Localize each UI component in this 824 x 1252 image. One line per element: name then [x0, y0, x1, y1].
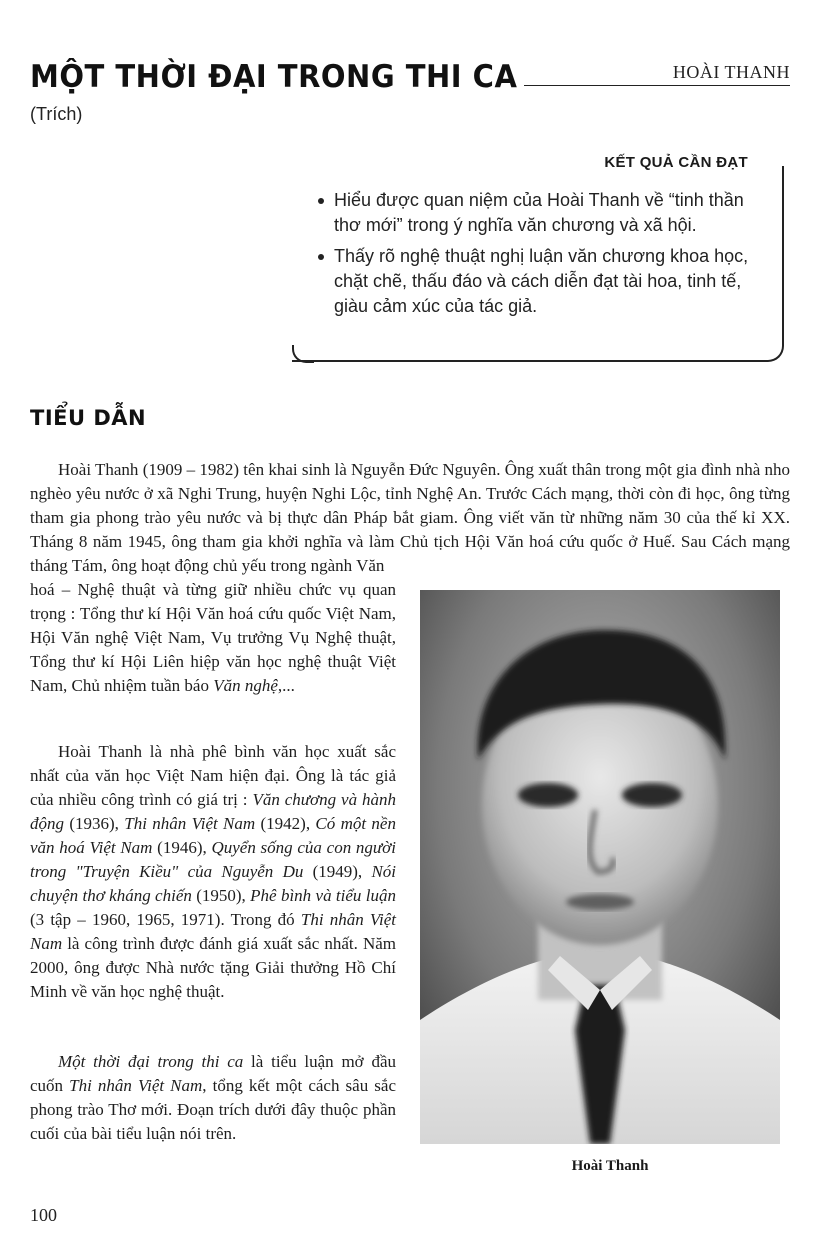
- title-rule: [524, 85, 790, 86]
- paragraph-essay-intro: [30, 1050, 396, 1146]
- photo-caption: Hoài Thanh: [571, 1158, 649, 1174]
- work-title: Quyển sống của con người trong "Truyện Kiều" của Nguyễn Du: [30, 838, 396, 881]
- text: (1946),: [152, 838, 212, 857]
- text: (3 tập – 1960, 1965, 1971). Trong đó: [30, 910, 301, 929]
- text: ,...: [277, 676, 295, 695]
- learning-goal-item: Thấy rõ nghệ thuật nghị luận văn chương khoa học, chặt chẽ, thấu đáo và cách diễn đạt tài hoa, tinh tế, giàu cảm xúc của tác giả.: [316, 244, 756, 319]
- work-title: Văn nghệ: [213, 676, 278, 695]
- work-title: Một thời đại trong thi ca: [58, 1052, 244, 1071]
- section-heading: TIỂU DẪN: [30, 406, 147, 430]
- work-title: Thi nhân Việt Nam: [69, 1076, 203, 1095]
- learning-goals-heading: KẾT QUẢ CẦN ĐẠT: [598, 154, 754, 171]
- text: (1936),: [64, 814, 125, 833]
- work-title: Thi nhân Việt Nam: [30, 910, 396, 953]
- text: hoá – Nghệ thuật và từng giữ nhiều chức vụ quan trọng : Tổng thư kí Hội Văn hoá cứu quốc Việt Nam, Hội Văn nghệ Việt Nam, Vụ trưởng Vụ Nghệ thuật, Tổng thư kí Hội Liên hiệp văn học nghệ thuật Việt Nam, Chủ nhiệm tuần báo: [30, 580, 396, 695]
- learning-goals-list: [316, 188, 756, 325]
- text: , tổng kết một cách sâu sắc phong trào Thơ mới. Đoạn trích dưới đây thuộc phần cuối của bài tiểu luận nói trên.: [30, 1076, 396, 1143]
- text: Hoài Thanh là nhà phê bình văn học xuất sắc nhất của văn học Việt Nam hiện đại. Ông là tác giả của nhiều công trình có giá trị :: [30, 742, 396, 809]
- paragraph-works: [30, 740, 396, 1004]
- portrait-photo: [420, 590, 780, 1144]
- work-title: Văn chương và hành động: [30, 790, 396, 833]
- work-title: Thi nhân Việt Nam: [124, 814, 256, 833]
- text: (1950),: [191, 886, 251, 905]
- page-number: 100: [30, 1205, 57, 1225]
- learning-goal-item: Hiểu được quan niệm của Hoài Thanh về “tinh thần thơ mới” trong ý nghĩa văn chương và xã hội.: [316, 188, 756, 238]
- text: là tiểu luận mở đầu cuốn: [30, 1052, 396, 1095]
- work-title: Nói chuyện thơ kháng chiến: [30, 862, 396, 905]
- work-title: Có một nền văn hoá Việt Nam: [30, 814, 396, 857]
- subtitle: (Trích): [30, 104, 83, 124]
- paragraph-positions: [30, 578, 396, 698]
- text: (1942),: [255, 814, 316, 833]
- text: là công trình được đánh giá xuất sắc nhất. Năm 2000, ông được Nhà nước tặng Giải thưởng Hồ Chí Minh về văn học nghệ thuật.: [30, 934, 396, 1001]
- author-name: HOÀI THANH: [672, 62, 790, 82]
- paragraph-biography: Hoài Thanh (1909 – 1982) tên khai sinh là Nguyễn Đức Nguyên. Ông xuất thân trong một gia đình nhà nho nghèo yêu nước ở xã Nghi Trung, huyện Nghi Lộc, tỉnh Nghệ An. Trước Cách mạng, thời còn đi học, ông từng tham gia phong trào yêu nước và bị thực dân Pháp bắt giam. Ông viết văn từ những năm 30 của thế kỉ XX. Tháng 8 năm 1945, ông tham gia khởi nghĩa và làm Chủ tịch Hội Văn hoá cứu quốc ở Huế. Sau Cách mạng tháng Tám, ông hoạt động chủ yếu trong ngành Văn: [30, 460, 790, 575]
- text: (1949),: [303, 862, 372, 881]
- learning-goals-box: [292, 154, 784, 362]
- page-title: MỘT THỜI ĐẠI TRONG THI CA: [30, 58, 518, 95]
- portrait-illustration: [420, 590, 780, 1144]
- work-title: Phê bình và tiểu luận: [250, 886, 396, 905]
